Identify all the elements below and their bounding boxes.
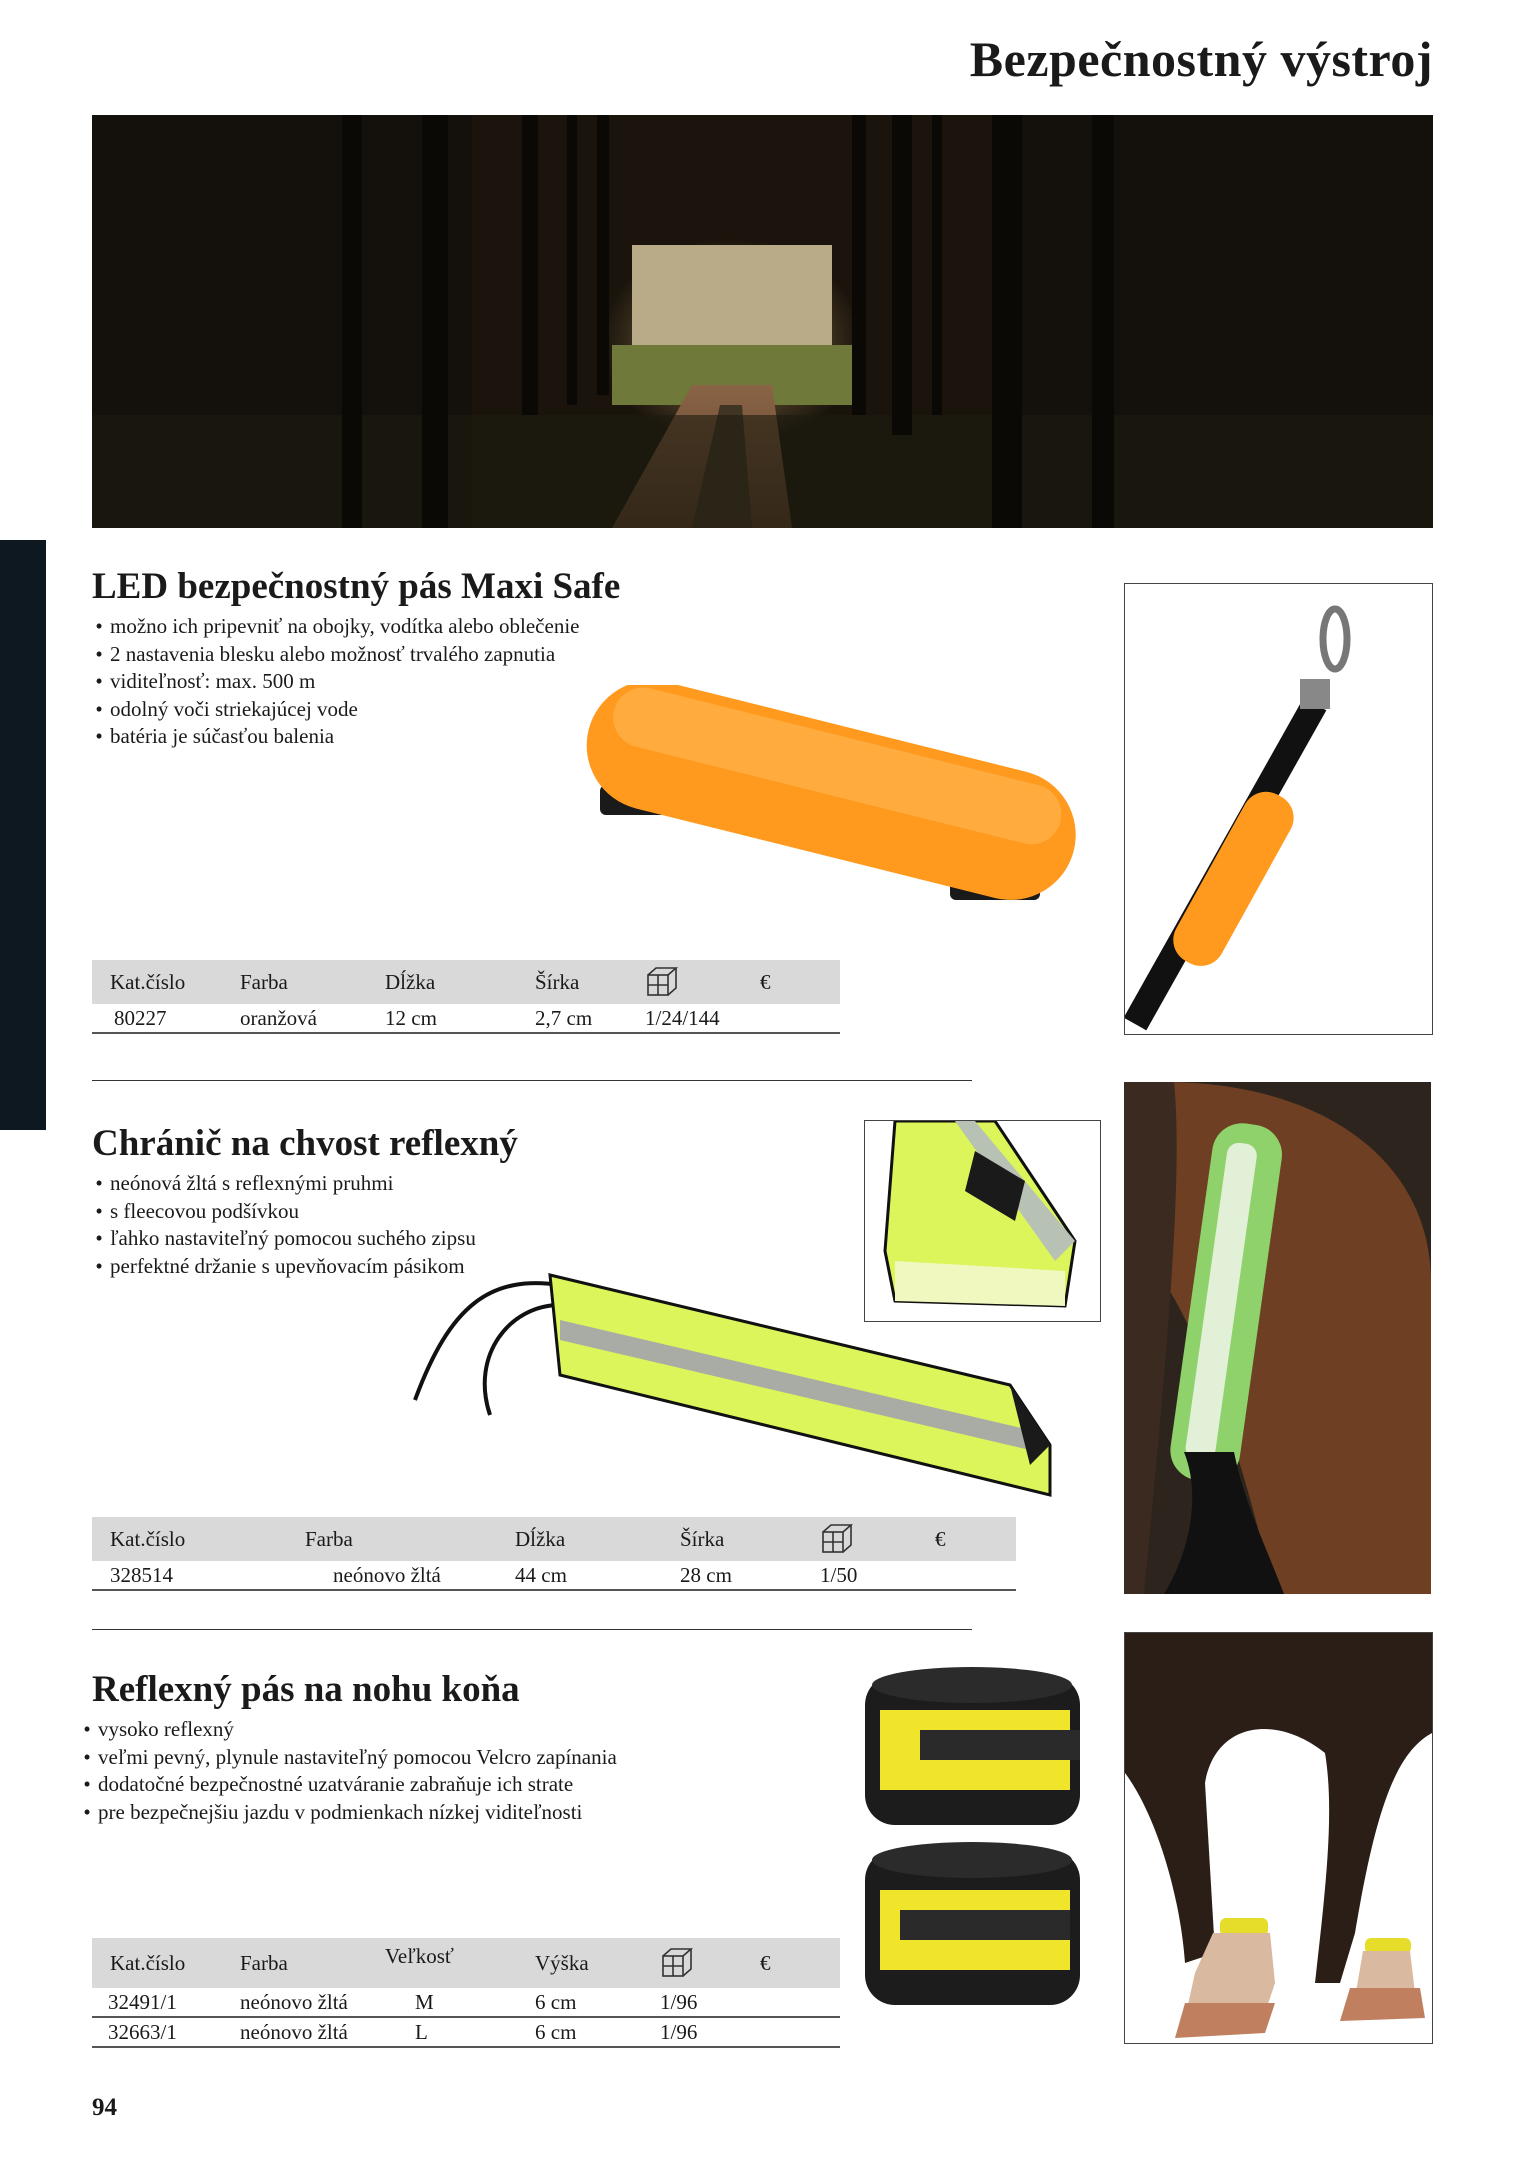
side-tab-marker [0,540,46,1130]
section-divider [92,1080,972,1081]
section-divider [92,1629,972,1630]
table-row [92,1004,840,1033]
table-cell: 6 cm [535,1988,660,2017]
spec-table-leg-band [92,1938,840,2048]
table-cell: 328514 [92,1561,305,1590]
table-row [92,1988,840,2017]
col-header: € [935,1517,1016,1561]
table-cell: 12 cm [385,1004,535,1033]
spec-table-tail-guard [92,1517,1016,1591]
section-title-leg-band: Reflexný pás na nohu koňa [92,1669,520,1710]
col-header: Výška [535,1938,660,1988]
col-header: Kat.číslo [92,960,240,1004]
bullet-item: • neónová žltá s reflexnými pruhmi [88,1170,476,1198]
col-header: Veľkosť [385,1938,535,1988]
horse-legs-with-bands-photo [1124,1632,1433,2044]
bullet-item: • perfektné držanie s upevňovacím pásikom [88,1253,476,1281]
table-cell: 2,7 cm [535,1004,645,1033]
table-cell: 32663/1 [92,2017,240,2047]
bullet-item: • odolný voči striekajúcej vode [88,696,579,724]
box-icon [645,960,760,1004]
table-cell [760,1988,840,2017]
table-cell [760,2017,840,2047]
box-icon [820,1517,935,1561]
page-title: Bezpečnostný výstroj [969,31,1433,87]
table-row [92,1561,1016,1590]
bullet-item: • veľmi pevný, plynule nastaviteľný pomocou Velcro zapínania [76,1744,617,1772]
bullet-list-tail-guard [88,1170,476,1280]
table-cell: 44 cm [515,1561,680,1590]
col-header: Šírka [535,960,645,1004]
table-cell [935,1561,1016,1590]
bullet-item: • viditeľnosť: max. 500 m [88,668,579,696]
section-title-led-band: LED bezpečnostný pás Maxi Safe [92,566,621,607]
section-title-tail-guard: Chránič na chvost reflexný [92,1123,518,1164]
leash-with-led-band-image [1124,583,1433,1035]
table-cell: L [385,2017,535,2047]
table-cell: 32491/1 [92,1988,240,2017]
bullet-item: • ľahko nastaviteľný pomocou suchého zipsu [88,1225,476,1253]
table-cell: neónovo žltá [305,1561,515,1590]
col-header: € [760,960,840,1004]
table-header-row [92,960,840,1004]
col-header: Dĺžka [515,1517,680,1561]
table-cell: 28 cm [680,1561,820,1590]
col-header: Farba [305,1517,515,1561]
table-cell: neónovo žltá [240,2017,385,2047]
col-header: € [760,1938,840,1988]
table-cell: neónovo žltá [240,1988,385,2017]
table-cell [760,1004,840,1033]
box-icon [660,1938,760,1988]
table-cell: M [385,1988,535,2017]
table-cell: 1/24/144 [645,1004,760,1033]
led-band-product-image [570,685,1090,915]
table-header-row [92,1517,1016,1561]
table-cell: 1/96 [660,2017,760,2047]
bullet-item: • dodatočné bezpečnostné uzatváranie zabraňuje ich strate [76,1771,617,1799]
bullet-item: • vysoko reflexný [76,1716,617,1744]
horse-tail-photo [1124,1082,1431,1594]
table-header-row [92,1938,840,1988]
col-header: Dĺžka [385,960,535,1004]
table-cell: oranžová [240,1004,385,1033]
col-header: Kat.číslo [92,1938,240,1988]
table-cell: 1/96 [660,1988,760,2017]
col-header: Kat.číslo [92,1517,305,1561]
table-cell: 80227 [92,1004,240,1033]
page-number: 94 [92,2094,117,2121]
bullet-item: • možno ich pripevniť na obojky, vodítka alebo oblečenie [88,613,579,641]
bullet-item: • pre bezpečnejšiu jazdu v podmienkach nízkej viditeľnosti [76,1799,617,1827]
col-header: Šírka [680,1517,820,1561]
leg-band-product-image [860,1655,1085,2015]
table-cell: 6 cm [535,2017,660,2047]
spec-table-led-band [92,960,840,1034]
bullet-list-leg-band [76,1716,617,1826]
bullet-item: • batéria je súčasťou balenia [88,723,579,751]
col-header: Farba [240,1938,385,1988]
table-cell: 1/50 [820,1561,935,1590]
table-row [92,2017,840,2047]
bullet-list-led-band [88,613,579,751]
tail-guard-product-image [410,1265,1060,1505]
col-header: Farba [240,960,385,1004]
bullet-item: • s fleecovou podšívkou [88,1198,476,1226]
hero-forest-image [92,115,1433,528]
bullet-item: • 2 nastavenia blesku alebo možnosť trvalého zapnutia [88,641,579,669]
